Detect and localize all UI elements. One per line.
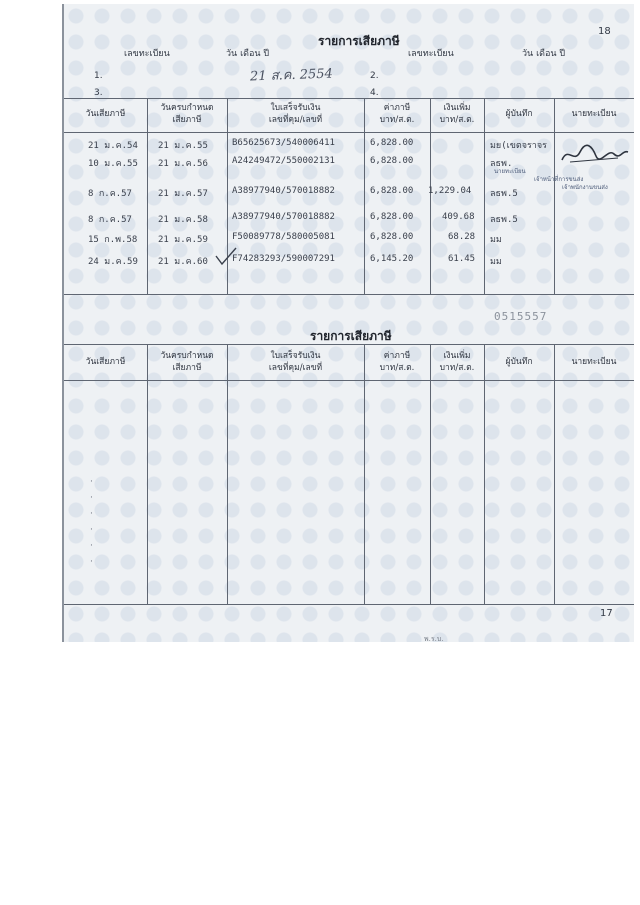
row-5-tax: 6,145.20 <box>370 254 414 264</box>
row-4-tax: 6,828.00 <box>370 232 414 242</box>
entry-number-3: 3. <box>94 88 103 98</box>
row-2-tax: 6,828.00 <box>370 186 414 196</box>
stamp-line-1: นายทะเบียน <box>494 168 526 175</box>
reg-label-left: เลขทะเบียน <box>124 49 170 59</box>
row-1-tax: 6,828.00 <box>370 156 414 166</box>
row-0-recorder: มย(เขตจราจร <box>490 141 547 151</box>
col-header-extra: เงินเพิ่ม บาท/ส.ต. <box>439 351 475 373</box>
row-4-due: 21 ม.ค.59 <box>158 235 208 245</box>
section-title-bottom: รายการเสียภาษี <box>310 329 392 343</box>
document-page <box>62 4 634 642</box>
row-3-paid: 8 ก.ค.57 <box>88 215 132 225</box>
check-mark-icon <box>214 246 238 268</box>
serial-number: 0515557 <box>494 310 548 323</box>
col-header-due: วันครบกำหนด เสียภาษี <box>160 351 214 373</box>
row-5-recorder: มม <box>490 257 502 267</box>
tax-table-top <box>64 98 634 294</box>
row-0-paid: 21 ม.ค.54 <box>88 141 138 151</box>
col-header-registrar: นายทะเบียน <box>571 357 617 367</box>
row-1-recorder: ลธพ. <box>490 159 513 169</box>
row-0-due: 21 ม.ค.55 <box>158 141 208 151</box>
entry-number-4: 4. <box>370 88 379 98</box>
row-4-receipt: F50089778/580005081 <box>232 232 335 242</box>
col-header-due: วันครบกำหนด เสียภาษี <box>160 103 214 125</box>
row-3-recorder: ลธพ.5 <box>490 215 518 225</box>
col-header-receipt: ใบเสร็จรับเงิน เลขที่คุม/เลขที่ <box>268 103 323 125</box>
row-1-paid: 10 ม.ค.55 <box>88 159 138 169</box>
date-label-right: วัน เดือน ปี <box>522 49 566 59</box>
row-5-due: 21 ม.ค.60 <box>158 257 208 267</box>
col-header-tax: ค่าภาษี บาท/ส.ต. <box>379 103 415 125</box>
margin-marks: · · · · · · <box>90 477 93 567</box>
reg-label-right: เลขทะเบียน <box>408 49 454 59</box>
row-1-receipt: A24249472/550002131 <box>232 156 335 166</box>
col-header-recorder: ผู้บันทึก <box>505 357 533 367</box>
entry-number-2: 2. <box>370 71 379 81</box>
col-header-receipt: ใบเสร็จรับเงิน เลขที่คุม/เลขที่ <box>268 351 323 373</box>
row-3-tax: 6,828.00 <box>370 212 414 222</box>
row-3-receipt: A38977940/570018882 <box>232 212 335 222</box>
row-4-recorder: มม <box>490 235 502 245</box>
row-4-paid: 15 ก.พ.58 <box>88 235 138 245</box>
col-header-tax: ค่าภาษี บาท/ส.ต. <box>379 351 415 373</box>
row-2-extra: 1,229.04 <box>428 186 472 196</box>
section-title-top: รายการเสียภาษี <box>318 34 400 48</box>
page-number-top: 18 <box>598 26 611 37</box>
row-3-due: 21 ม.ค.58 <box>158 215 208 225</box>
date-label-left: วัน เดือน ปี <box>226 49 270 59</box>
entry-number-1: 1. <box>94 71 103 81</box>
row-5-receipt: F74283293/590007291 <box>232 254 335 264</box>
col-header-registrar: นายทะเบียน <box>571 109 617 119</box>
entry-date-1: 21 ส.ค. 2554 <box>249 66 334 85</box>
tax-table-bottom <box>64 344 634 604</box>
stamp-line-2: เจ้าหน้าที่การขนส่ง <box>534 176 584 183</box>
row-2-paid: 8 ก.ค.57 <box>88 189 132 199</box>
col-header-recorder: ผู้บันทึก <box>505 109 533 119</box>
row-4-extra: 68.28 <box>448 232 476 242</box>
row-5-paid: 24 ม.ค.59 <box>88 257 138 267</box>
row-5-extra: 61.45 <box>448 254 476 264</box>
footer-text: พ.ร.บ. <box>424 635 444 643</box>
signature-icon <box>558 142 630 168</box>
col-header-extra: เงินเพิ่ม บาท/ส.ต. <box>439 103 475 125</box>
stamp-line-3: เจ้าพนักงานขนส่ง <box>562 184 608 191</box>
row-3-extra: 409.68 <box>442 212 475 222</box>
row-0-receipt: B65625673/540006411 <box>232 138 335 148</box>
row-0-tax: 6,828.00 <box>370 138 414 148</box>
page-number-bottom: 17 <box>600 608 613 619</box>
row-1-due: 21 ม.ค.56 <box>158 159 208 169</box>
row-2-due: 21 ม.ค.57 <box>158 189 208 199</box>
col-header-paid: วันเสียภาษี <box>85 109 126 119</box>
row-2-recorder: ลธพ.5 <box>490 189 518 199</box>
row-2-receipt: A38977940/570018882 <box>232 186 335 196</box>
col-header-paid: วันเสียภาษี <box>85 357 126 367</box>
